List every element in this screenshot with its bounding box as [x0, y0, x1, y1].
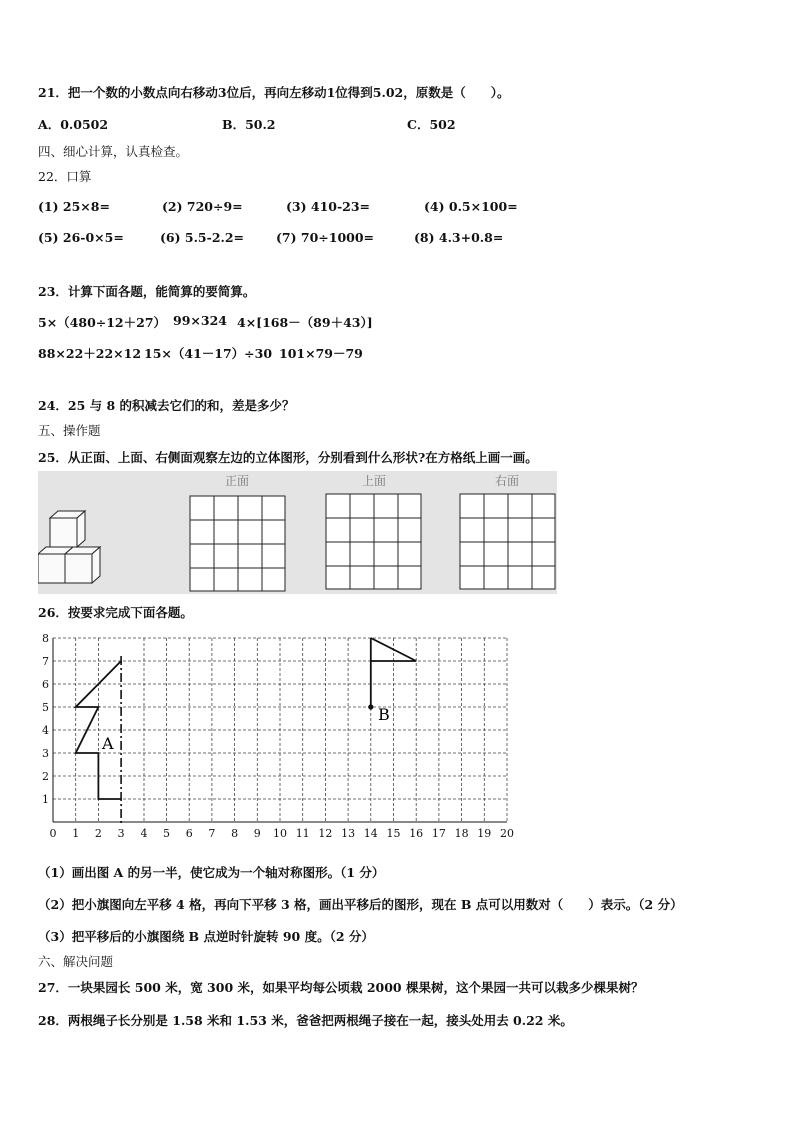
x-tick-2: 2	[94, 827, 102, 840]
y-tick-3: 3	[42, 747, 49, 760]
option-a: A．0.0502	[38, 117, 109, 132]
x-tick-11: 11	[295, 827, 310, 840]
x-tick-4: 4	[140, 827, 148, 840]
calc-item-2: 99×324	[173, 313, 227, 328]
y-tick-8: 8	[42, 632, 49, 645]
oral-calc-4: (4) 0.5×100=	[424, 199, 518, 214]
oral-calc-1: (1) 25×8=	[38, 199, 110, 214]
question-26-part-3: （3）把平移后的小旗图绕 B 点逆时针旋转 90 度。（2 分）	[38, 929, 374, 944]
x-tick-10: 10	[273, 827, 287, 840]
oral-calc-6: (6) 5.5-2.2=	[160, 230, 245, 245]
y-tick-1: 1	[42, 793, 49, 806]
question-23-title: 23．计算下面各题，能简算的要简算。	[38, 284, 256, 299]
question-21: 21．把一个数的小数点向右移动3位后，再向左移动1位得到5.02，原数是（ ）。	[38, 85, 510, 100]
question-26-part-1: （1）画出图 A 的另一半，使它成为一个轴对称图形。（1 分）	[38, 865, 385, 880]
x-tick-16: 16	[409, 827, 424, 840]
calc-item-6: 101×79－79	[279, 346, 363, 361]
oral-calc-3: (3) 410-23=	[286, 199, 371, 214]
oral-calc-2: (2) 720÷9=	[162, 199, 243, 214]
views-figure-panel	[38, 471, 557, 594]
x-tick-8: 8	[231, 827, 239, 840]
section-5-heading: 五、操作题	[38, 423, 101, 438]
calc-item-1: 5×（480÷12＋27）	[38, 315, 167, 330]
x-tick-18: 18	[454, 827, 469, 840]
y-tick-2: 2	[42, 770, 49, 783]
x-tick-7: 7	[208, 827, 216, 840]
question-26-part-2: （2）把小旗图向左平移 4 格，再向下平移 3 格，画出平移后的图形，现在 B 点可以用数对（ ）表示。（2 分）	[38, 897, 683, 912]
question-25: 25．从正面、上面、右侧面观察左边的立体图形，分别看到什么形状?在方格纸上画一画。	[38, 450, 538, 465]
calc-item-4: 88×22＋22×12	[38, 346, 142, 361]
x-tick-6: 6	[185, 827, 193, 840]
x-tick-20: 20	[500, 827, 514, 840]
question-28: 28．两根绳子长分别是 1.58 米和 1.53 米，爸爸把两根绳子接在一起，接头处用去 0.22 米。	[38, 1013, 573, 1028]
question-22-title: 22．口算	[38, 169, 92, 184]
section-4-heading: 四、细心计算，认真检查。	[38, 144, 189, 159]
x-tick-17: 17	[431, 827, 446, 840]
label-b: B	[378, 705, 390, 724]
point-b	[368, 704, 373, 709]
coordinate-grid-figure	[38, 630, 518, 842]
oral-calc-5: (5) 26-0×5=	[38, 230, 124, 245]
y-tick-7: 7	[42, 655, 49, 668]
x-tick-13: 13	[341, 827, 356, 840]
calc-item-3: 4×[168－（89＋43）]	[237, 315, 373, 330]
y-tick-4: 4	[42, 724, 49, 737]
x-tick-5: 5	[163, 827, 170, 840]
question-26-title: 26．按要求完成下面各题。	[38, 605, 193, 620]
x-tick-12: 12	[318, 827, 333, 840]
label-top: 上面	[361, 474, 387, 488]
x-tick-0: 0	[49, 827, 57, 840]
label-front: 正面	[224, 474, 250, 488]
x-tick-19: 19	[477, 827, 492, 840]
label-right: 右面	[494, 474, 520, 488]
option-c: C．502	[407, 117, 456, 132]
y-tick-5: 5	[42, 701, 49, 714]
x-tick-3: 3	[117, 827, 125, 840]
x-tick-15: 15	[386, 827, 401, 840]
calc-item-5: 15×（41－17）÷30	[144, 346, 273, 361]
x-tick-1: 1	[72, 827, 80, 840]
question-24: 24．25 与 8 的积减去它们的和，差是多少？	[38, 398, 295, 413]
x-tick-14: 14	[363, 827, 378, 840]
top-view-grid	[326, 494, 421, 589]
x-tick-9: 9	[253, 827, 261, 840]
section-6-heading: 六、解决问题	[38, 954, 114, 969]
oral-calc-8: (8) 4.3+0.8=	[414, 230, 504, 245]
question-27: 27．一块果园长 500 米，宽 300 米，如果平均每公顷栽 2000 棵果树，这个果园一共可以栽多少棵果树？	[38, 980, 644, 995]
right-view-grid	[460, 494, 555, 589]
oral-calc-7: (7) 70÷1000=	[276, 230, 375, 245]
y-tick-6: 6	[42, 678, 49, 691]
option-b: B．50.2	[222, 117, 276, 132]
front-view-grid	[190, 496, 285, 591]
label-a: A	[102, 734, 114, 753]
